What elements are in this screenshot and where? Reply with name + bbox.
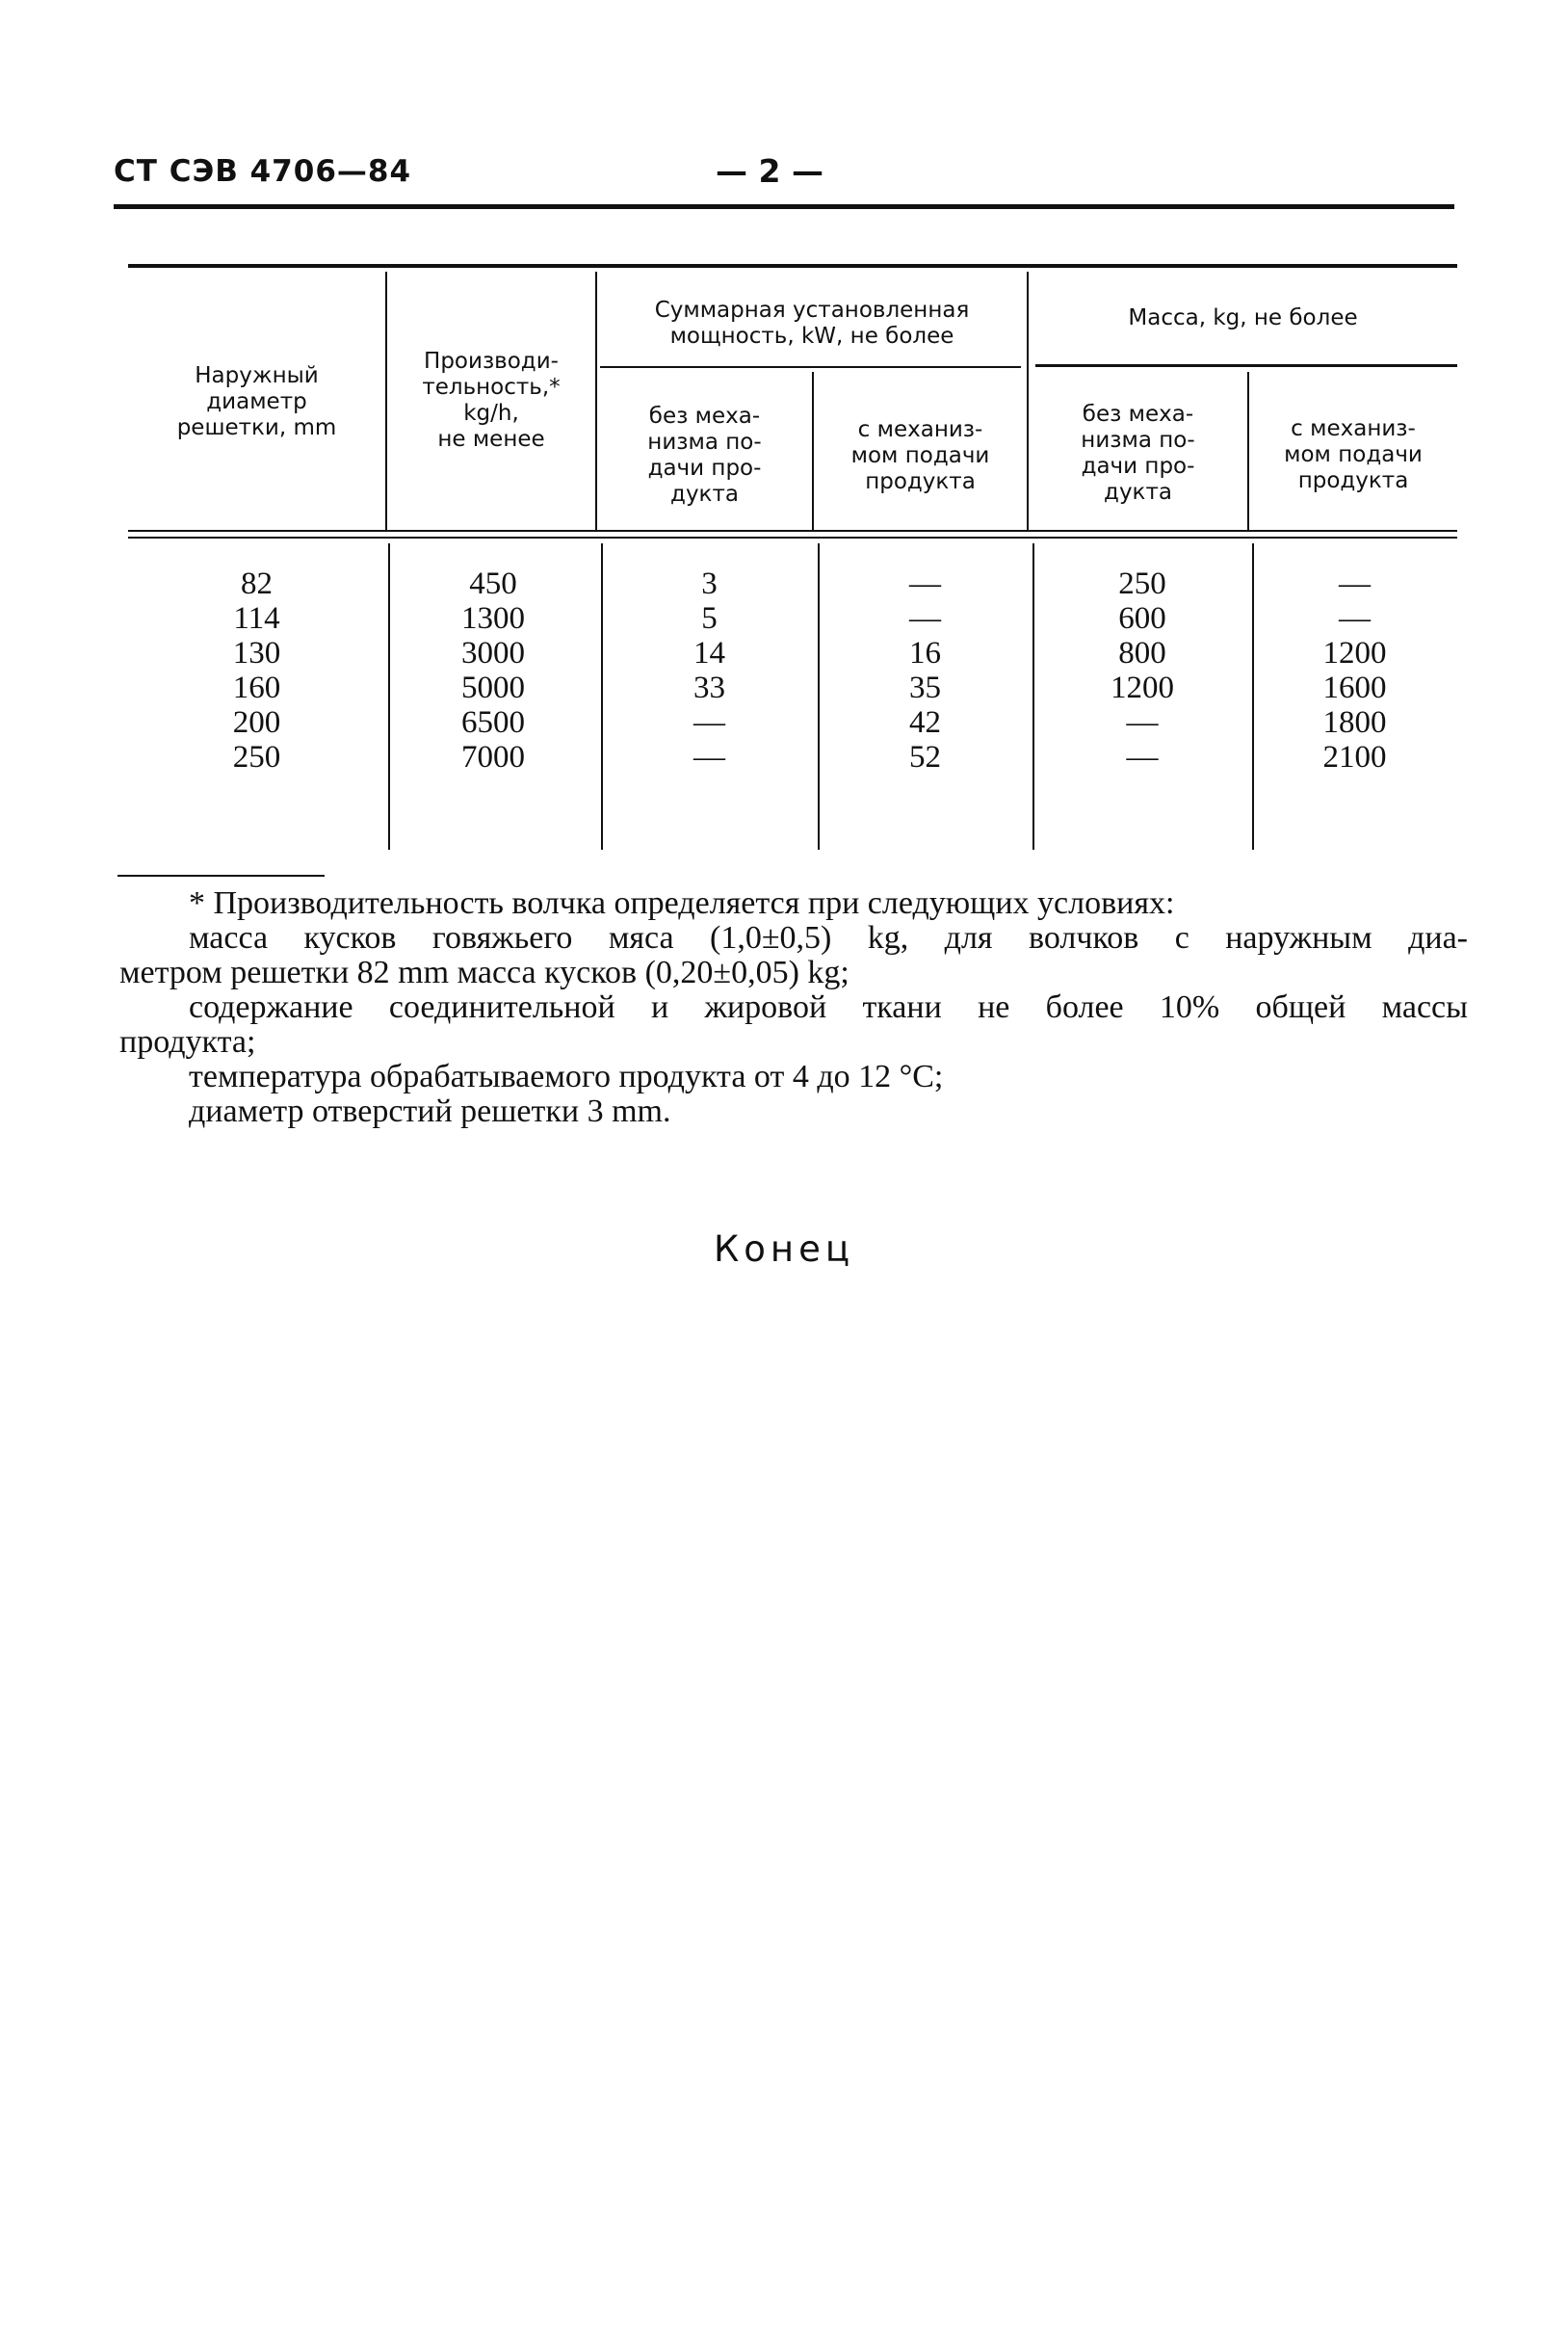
cell-diameter: 114 bbox=[233, 601, 280, 636]
cell-diameter: 82 bbox=[241, 566, 273, 601]
cell-mass-with-feeder: — bbox=[1339, 566, 1371, 601]
cell-power-with-feeder: — bbox=[909, 566, 941, 601]
document-end-marker: Конец bbox=[713, 1228, 855, 1270]
cell-mass-without-feeder: 600 bbox=[1118, 601, 1166, 636]
cell-power-with-feeder: — bbox=[909, 601, 941, 636]
cell-power-without-feeder: — bbox=[693, 705, 725, 740]
footnote-hole-diameter: диаметр отверстий решетки 3 mm. bbox=[189, 1093, 671, 1129]
header-mass: Масса, kg, не более bbox=[1128, 305, 1358, 330]
cell-diameter: 250 bbox=[232, 740, 281, 775]
cell-productivity: 3000 bbox=[461, 636, 525, 671]
table-row bbox=[128, 636, 1457, 671]
footnote-tissue-line-2: продукта; bbox=[119, 1024, 256, 1060]
footnote-intro: * Производительность волчка определяется при следующих условиях: bbox=[189, 885, 1175, 921]
footnote bbox=[119, 886, 1468, 1129]
cell-power-without-feeder: — bbox=[693, 740, 725, 775]
header-installed-power: Суммарная установленная мощность, kW, не более bbox=[654, 298, 970, 349]
cell-mass-without-feeder: — bbox=[1126, 705, 1159, 740]
header-bottom-rule-1 bbox=[128, 530, 1457, 532]
cell-power-with-feeder: 35 bbox=[909, 671, 941, 705]
cell-diameter: 160 bbox=[232, 671, 281, 705]
group-header-rule-power bbox=[600, 366, 1021, 368]
table-row bbox=[128, 671, 1457, 705]
cell-power-with-feeder: 52 bbox=[909, 740, 941, 775]
group-header-rule-mass bbox=[1035, 364, 1457, 367]
footnote-tissue-line-1: содержание соединительной и жировой ткани не более 10% общей массы bbox=[189, 989, 1468, 1025]
cell-power-without-feeder: 5 bbox=[701, 601, 718, 636]
cell-diameter: 200 bbox=[232, 705, 281, 740]
cell-power-with-feeder: 16 bbox=[909, 636, 941, 671]
cell-diameter: 130 bbox=[232, 636, 281, 671]
footnote-mass-line-1: масса кусков говяжьего мяса (1,0±0,5) kg, для волчков с наружным диа- bbox=[189, 920, 1468, 956]
header-power-with-feeder: с механиз- мом подачи продукта bbox=[850, 417, 990, 494]
header-mass-without-feeder: без меха- низма по- дачи про- дукта bbox=[1081, 402, 1195, 505]
cell-power-with-feeder: 42 bbox=[909, 705, 941, 740]
cell-productivity: 5000 bbox=[461, 671, 525, 705]
footnote-mass-line-2: метром решетки 82 mm масса кусков (0,20±0,05) kg; bbox=[119, 955, 849, 990]
cell-productivity: 1300 bbox=[461, 601, 525, 636]
cell-mass-with-feeder: 1600 bbox=[1322, 671, 1387, 705]
cell-mass-without-feeder: 1200 bbox=[1111, 671, 1174, 705]
cell-mass-with-feeder: 2100 bbox=[1322, 740, 1387, 775]
table-top-rule bbox=[128, 264, 1457, 268]
cell-mass-without-feeder: — bbox=[1126, 740, 1159, 775]
page-number: — 2 — bbox=[716, 152, 823, 190]
table-row bbox=[128, 601, 1457, 636]
header-outer-diameter: Наружный диаметр решетки, mm bbox=[176, 363, 337, 440]
document-code: СТ СЭВ 4706—84 bbox=[114, 154, 412, 189]
header-power-without-feeder: без меха- низма по- дачи про- дукта bbox=[647, 404, 762, 507]
cell-mass-without-feeder: 250 bbox=[1118, 566, 1166, 601]
cell-productivity: 450 bbox=[469, 566, 517, 601]
table-row bbox=[128, 705, 1457, 740]
cell-power-without-feeder: 33 bbox=[693, 671, 725, 705]
cell-productivity: 6500 bbox=[461, 705, 525, 740]
cell-mass-without-feeder: 800 bbox=[1118, 636, 1166, 671]
cell-mass-with-feeder: 1200 bbox=[1322, 636, 1387, 671]
footnote-temperature: температура обрабатываемого продукта от 4 до 12 °С; bbox=[189, 1059, 944, 1094]
page-header bbox=[114, 154, 1454, 202]
header-productivity: Производи- тельность,* kg/h, не менее bbox=[422, 349, 561, 452]
header-rule bbox=[114, 204, 1454, 209]
header-bottom-rule-2 bbox=[128, 537, 1457, 539]
table-row bbox=[128, 566, 1457, 601]
cell-mass-with-feeder: — bbox=[1339, 601, 1371, 636]
cell-mass-with-feeder: 1800 bbox=[1322, 705, 1387, 740]
cell-power-without-feeder: 14 bbox=[693, 636, 725, 671]
cell-power-without-feeder: 3 bbox=[701, 566, 718, 601]
table-row bbox=[128, 740, 1457, 775]
header-mass-with-feeder: с механиз- мом подачи продукта bbox=[1284, 416, 1423, 493]
spec-table bbox=[128, 264, 1457, 850]
footnote-rule bbox=[118, 875, 325, 877]
cell-productivity: 7000 bbox=[461, 740, 525, 775]
